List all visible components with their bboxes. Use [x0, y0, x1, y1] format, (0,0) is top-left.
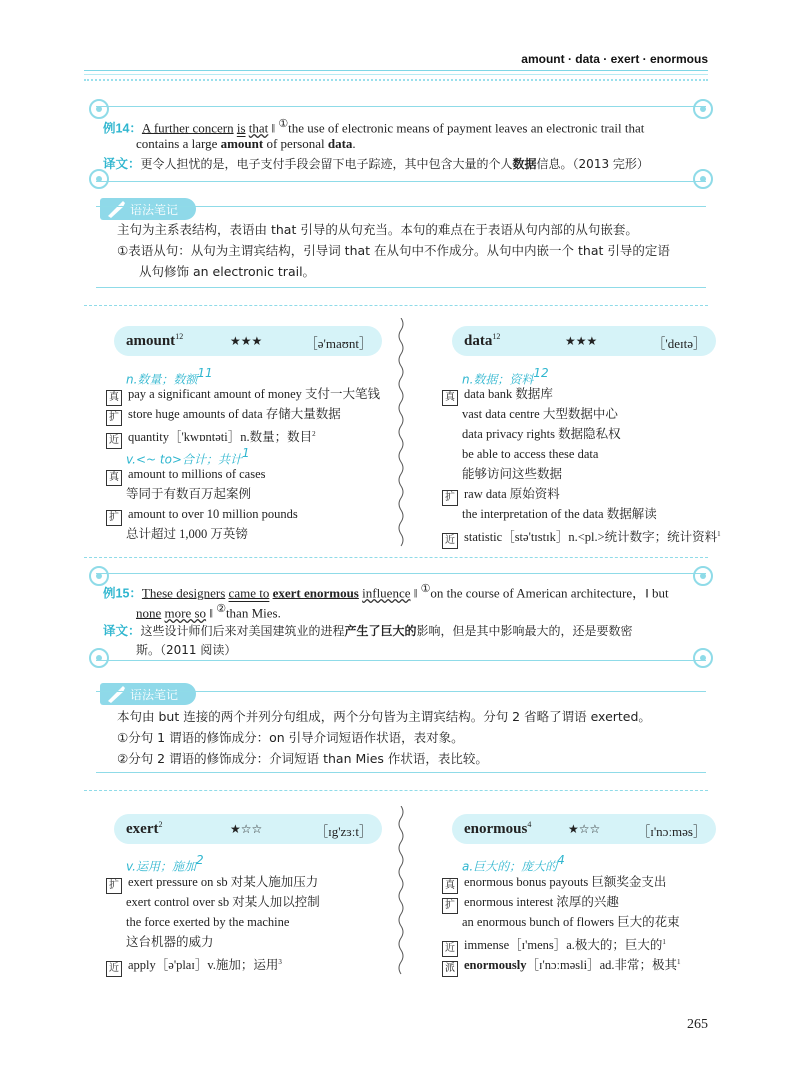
entry-text: enormous interest 浓厚的兴趣	[464, 895, 619, 909]
clause-marker: ①	[420, 583, 431, 595]
kuo-badge: 扩	[442, 898, 458, 914]
translation-keyword: 数据	[512, 157, 537, 171]
clause-separator: ‖	[271, 120, 279, 136]
phonetic: ［ə'maʊnt］	[304, 336, 372, 351]
entry-text: be able to access these data	[462, 447, 599, 461]
column-divider-ornament	[396, 806, 406, 978]
translation-keyword: 产生了巨大的	[344, 624, 417, 638]
header-rule-thin	[84, 74, 708, 75]
clause-marker: ①	[278, 118, 289, 130]
part-of-speech: v.运用；施加	[126, 859, 196, 874]
frequency-count: 11	[197, 366, 213, 380]
jin-badge: 近	[106, 433, 122, 449]
entry-text: data privacy rights 数据隐私权	[462, 427, 621, 441]
frequency-count: 12	[533, 366, 549, 380]
frequency-count: 12	[492, 332, 501, 341]
section-separator	[84, 790, 708, 791]
entry-text: statistic［stə'tɪstɪk］n.<pl.>统计数字；统计资料	[464, 530, 718, 545]
example-text: the use of electronic means of payment leaves an electronic trail that	[288, 120, 645, 136]
zhen-badge: 真	[442, 878, 458, 894]
headword-text: enormous	[464, 821, 528, 837]
entry-text: amount to over 10 million pounds	[128, 507, 298, 521]
corner-ornament-icon	[86, 645, 112, 671]
headword-amount	[126, 332, 183, 350]
entry-row	[106, 465, 265, 486]
grammar-note-line: 主句为主系表结构，表语由 that 引导的从句充当。本句的难点在于表语从句内部的从句嵌套。	[117, 222, 638, 237]
entry-text: enormous bonus payouts 巨额奖金支出	[464, 875, 667, 889]
derived-word: enormously	[464, 958, 527, 973]
sense-exert-v	[126, 853, 204, 875]
running-header: amount · data · exert · enormous	[521, 52, 708, 66]
verb-phrase: came to	[228, 585, 270, 601]
part-of-speech: a.巨大的；庞大的	[462, 859, 558, 874]
entry-translation: 能够访问这些数据	[462, 467, 563, 481]
entry-row	[442, 485, 560, 506]
entry-text: quantity［'kwɒntəti］n.数量；数目	[128, 430, 313, 445]
kuo-badge: 扩	[106, 410, 122, 426]
part-of-speech: v.<~ to>合计；共计	[126, 452, 242, 467]
example-14-translation	[103, 154, 649, 174]
entry-text: amount to millions of cases	[128, 467, 266, 481]
entry-row	[106, 405, 341, 426]
jin-badge: 近	[442, 941, 458, 957]
example-text: contains a large	[136, 136, 221, 151]
frequency-count: 2	[312, 430, 316, 438]
phonetic: ［ɪ'nɔːməs］	[637, 824, 706, 839]
star-rating: ★☆☆	[568, 822, 601, 836]
frequency-count: 3	[278, 958, 282, 966]
example-label: 例15：	[103, 586, 142, 601]
entry-row	[106, 953, 282, 977]
word-card-header-amount	[114, 326, 382, 356]
entry-row	[442, 953, 681, 977]
grammar-note-line: ①分句 1 谓语的修饰成分：on 引导介词短语作状语，表对象。	[117, 730, 464, 745]
example-text: on the course of American architecture，‖ but	[430, 585, 669, 601]
example-15-translation-line-2: 斯。（2011 阅读）	[136, 643, 237, 657]
translation-label: 译文：	[103, 157, 141, 171]
frequency-count: 1	[241, 446, 250, 460]
headword-enormous	[464, 820, 531, 838]
entry-row	[106, 873, 318, 894]
grammar-note-line: ②分句 2 谓语的修饰成分：介词短语 than Mies 作状语，表比较。	[117, 751, 488, 766]
part-of-speech: n.数量；数额	[126, 372, 198, 387]
comparison-phrase: more so	[164, 605, 207, 621]
corner-ornament-icon	[690, 166, 716, 192]
headword-exert	[126, 820, 162, 838]
corner-ornament-icon	[690, 96, 716, 122]
zhen-badge: 真	[442, 390, 458, 406]
frequency-count: 4	[527, 820, 532, 829]
entry-text: the force exerted by the machine	[126, 915, 290, 929]
translation-text: 影响，但是其中影响最大的，还是要数密	[416, 624, 633, 638]
subject-word: none	[136, 605, 162, 621]
verb-phrase: is	[236, 120, 246, 136]
word-card-header-exert	[114, 814, 382, 844]
grammar-note-title: 语法笔记	[130, 688, 179, 702]
entry-row	[442, 385, 553, 406]
entry-row	[442, 873, 666, 894]
section-separator	[84, 305, 708, 306]
headword-text: data	[464, 333, 493, 349]
headword-data	[464, 332, 500, 350]
headword-text: amount	[126, 333, 176, 349]
entry-text: immense［ɪ'mens］a.极大的；巨大的	[464, 938, 663, 953]
grammar-note-line: 从句修饰 an electronic trail。	[139, 264, 316, 279]
entry-translation: 等同于有数百万起案例	[126, 487, 252, 501]
part-of-speech: n.数据；资料	[462, 372, 534, 387]
clause-separator: ‖	[206, 605, 217, 621]
sense-enormous-a	[462, 853, 565, 875]
frequency-count: 4	[557, 853, 565, 867]
entry-text: vast data centre 大型数据中心	[462, 407, 618, 421]
corner-ornament-icon	[690, 563, 716, 589]
frequency-count: 1	[677, 958, 681, 966]
zhen-badge: 真	[106, 470, 122, 486]
entry-row	[442, 893, 619, 914]
translation-label: 译文：	[103, 624, 141, 638]
frequency-count: 2	[195, 853, 204, 867]
example-text: of personal	[263, 136, 328, 151]
header-dotted-rule	[84, 79, 708, 81]
page-number: 265	[687, 1017, 708, 1032]
jin-badge: 近	[106, 961, 122, 977]
header-rule	[84, 70, 708, 71]
grammar-note-line: ①表语从句：从句为主谓宾结构，引导词 that 在从句中不作成分。从句中内嵌一个 that 引导的定语	[117, 243, 670, 258]
phonetic: ［'deɪtə］	[652, 336, 706, 351]
entry-text: store huge amounts of data 存储大量数据	[128, 407, 341, 421]
section-separator	[84, 557, 708, 558]
conjunction: that	[248, 120, 269, 136]
kuo-badge: 扩	[106, 510, 122, 526]
entry-text: data bank 数据库	[464, 387, 553, 401]
entry-text: the interpretation of the data 数据解读	[462, 507, 657, 521]
translation-text: 信息。（2013 完形）	[536, 157, 649, 171]
keyword-data: data	[327, 136, 353, 151]
frequency-count: 12	[175, 332, 184, 341]
entry-row	[442, 525, 721, 549]
star-rating: ★★★	[565, 334, 598, 348]
frequency-count: 1	[717, 530, 721, 538]
example-label: 例14：	[103, 121, 142, 136]
entry-text: pay a significant amount of money 支付一大笔钱	[128, 387, 381, 401]
entry-row	[106, 505, 298, 526]
frequency-count: 2	[158, 820, 163, 829]
word-card-header-data	[452, 326, 716, 356]
clause-marker: ②	[216, 603, 226, 615]
entry-text: apply［ə'plaɪ］v.施加；运用	[128, 958, 279, 973]
corner-ornament-icon	[690, 645, 716, 671]
entry-text: raw data 原始资料	[464, 487, 560, 501]
zhen-badge: 真	[106, 390, 122, 406]
star-rating: ★★★	[230, 334, 263, 348]
keyword-phrase: exert enormous	[272, 585, 359, 601]
grammar-note-title: 语法笔记	[130, 203, 179, 217]
example-text: than Mies.	[225, 605, 281, 621]
jin-badge: 近	[442, 533, 458, 549]
phonetic: ［ɪg'zɜːt］	[315, 824, 372, 839]
kuo-badge: 扩	[442, 490, 458, 506]
subject-phrase: A further concern	[141, 120, 234, 136]
keyword-amount: amount	[220, 136, 264, 151]
entry-text: exert control over sb 对某人加以控制	[126, 895, 320, 909]
column-divider-ornament	[396, 318, 406, 550]
entry-translation: 这台机器的威力	[126, 935, 214, 949]
example-15-english-line-2	[136, 600, 281, 622]
example-14-english-line-2	[136, 134, 356, 153]
translation-text: 更令人担忧的是，电子支付手段会留下电子踪迹，其中包含大量的个人	[140, 157, 513, 171]
frequency-count: 1	[662, 938, 666, 946]
headword-text: exert	[126, 821, 159, 837]
clause-separator: ‖	[410, 585, 421, 601]
pai-badge: 派	[442, 961, 458, 977]
example-15-translation-line-1	[103, 621, 633, 641]
entry-text: ［ɪ'nɔːməsli］ad.非常；极其	[526, 958, 678, 973]
translation-text: 这些设计师们后来对美国建筑业的进程	[140, 624, 345, 638]
kuo-badge: 扩	[106, 878, 122, 894]
object-word: influence	[362, 585, 411, 601]
entry-text: exert pressure on sb 对某人施加压力	[128, 875, 319, 889]
subject-phrase: These designers	[141, 585, 226, 601]
entry-translation: 总计超过 1,000 万英镑	[126, 527, 248, 541]
example-text: .	[352, 136, 356, 151]
word-card-header-enormous	[452, 814, 716, 844]
grammar-note-line: 本句由 but 连接的两个并列分句组成，两个分句皆为主谓宾结构。分句 2 省略了谓语 exerted。	[117, 709, 651, 724]
star-rating: ★☆☆	[230, 822, 263, 836]
entry-text: an enormous bunch of flowers 巨大的花束	[462, 915, 680, 929]
entry-row	[106, 385, 380, 406]
